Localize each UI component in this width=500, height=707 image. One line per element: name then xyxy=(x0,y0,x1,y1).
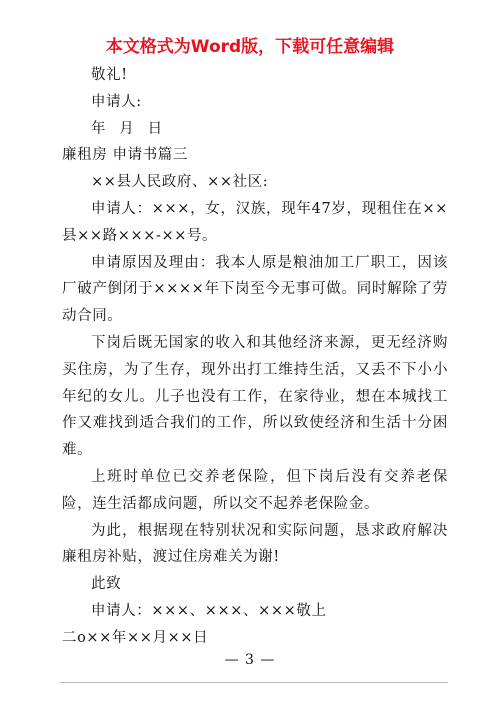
footer-divider xyxy=(60,682,448,683)
document-body xyxy=(62,62,448,652)
reason-paragraph: 申请原因及理由：我本人原是粮油加工厂职工，因该厂破产倒闭于××××年下岗至今无事可做。同时解除了劳动合同。 xyxy=(62,254,448,325)
applicant-info: 申请人：×××，女，汉族，现年47岁，现租住在××县××路×××-××号。 xyxy=(62,200,448,244)
insurance-paragraph: 上班时单位已交养老保险，但下岗后没有交养老保险，连生活都成问题，所以交不起养老保险金。 xyxy=(62,468,448,512)
format-banner: 本文格式为Word版，下载可任意编辑 xyxy=(105,37,395,57)
applicant-label: 申请人: xyxy=(91,93,142,110)
date-placeholder: 年 月 日 xyxy=(91,120,163,137)
page-number: — 3 — xyxy=(224,652,276,668)
signature-line: 申请人：×××、×××、×××敬上 xyxy=(91,602,327,619)
closing-salute: 敬礼! xyxy=(91,67,128,83)
date-line: 二o××年××月××日 xyxy=(62,629,209,646)
request-paragraph: 为此，根据现在特别状况和实际问题，恳求政府解决廉租房补贴，渡过住房难关为谢! xyxy=(62,522,448,566)
section-heading: 廉租房 申请书篇三 xyxy=(62,147,189,164)
hardship-paragraph: 下岗后既无国家的收入和其他经济来源，更无经济购买住房，为了生存，现外出打工维持生活，又丢不下小小年纪的女儿。儿子也没有工作，在家待业，想在本城找工作又难找到适合我们的工作，所以致使经济和生活十分困难。 xyxy=(62,334,448,459)
closing-phrase: 此致 xyxy=(91,576,122,593)
addressee: ××县人民政府、××社区: xyxy=(91,174,269,191)
